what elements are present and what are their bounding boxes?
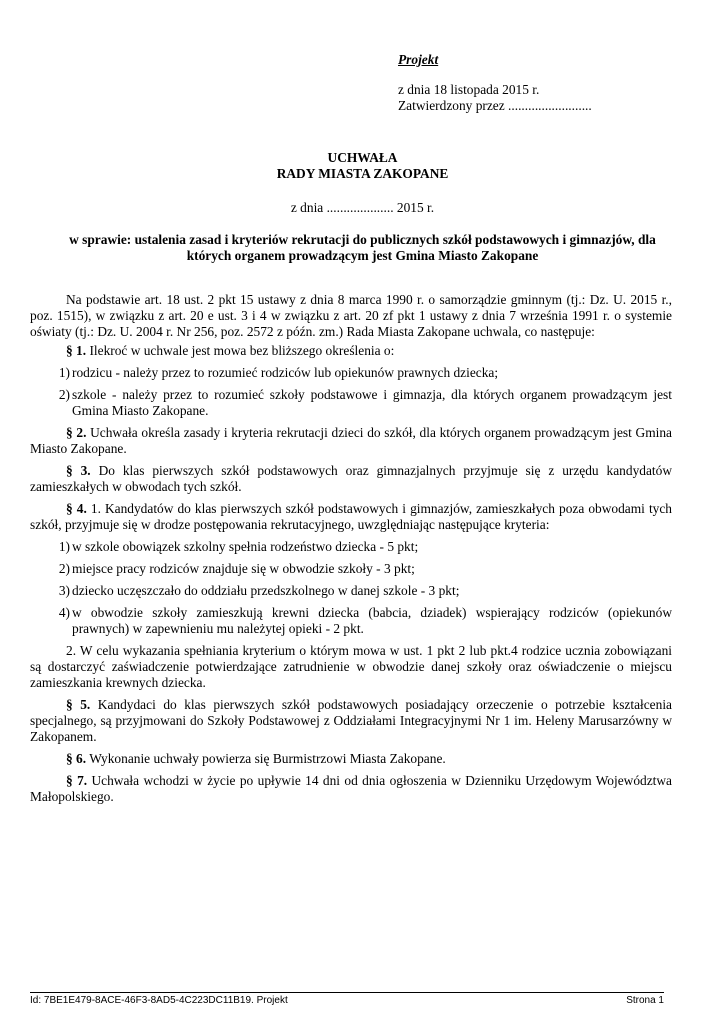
paragraph-5-mark: § 5. [66, 697, 91, 712]
paragraph-3-text: Do klas pierwszych szkół podstawowych oraz gimnazjalnych przyjmuje się z urzędu kandydatów zamieszkałych w obwodach tych szkół. [30, 463, 672, 494]
paragraph-1-text: Ilekroć w uchwale jest mowa bez bliższego określenia o: [86, 343, 395, 358]
document-id: Id: 7BE1E479-8ACE-46F3-8AD5-4C223DC11B19. Projekt [30, 995, 288, 1006]
paragraph-1-mark: § 1. [66, 343, 87, 358]
header-block [398, 52, 698, 114]
paragraph-5 [30, 697, 672, 745]
paragraph-7-mark: § 7. [66, 773, 88, 788]
paragraph-4-text: 1. Kandydatów do klas pierwszych szkół podstawowych i gimnazjów, zamieszkałych poza obwodami tych szkół, przyjmuje się w drodze postępowania rekrutacyjnego, uwzględniając następujące kryteria: [30, 501, 672, 532]
paragraph-2-mark: § 2. [66, 425, 87, 440]
paragraph-7 [30, 773, 672, 805]
list-item [30, 387, 672, 419]
paragraph-4-mark: § 4. [66, 501, 87, 516]
list-item [30, 539, 672, 555]
list-item-number: 1) [58, 539, 70, 554]
list-item-text: szkole - należy przez to rozumieć szkoły podstawowe i gimnazja, dla których organem prowadzącym jest Gmina Miasto Zakopane. [72, 387, 672, 418]
paragraph-6-mark: § 6. [66, 751, 87, 766]
list-item-number: 2) [58, 561, 70, 576]
list-item-number: 2) [58, 387, 70, 402]
title-line-2: RADY MIASTA ZAKOPANE [276, 166, 449, 181]
list-item-number: 1) [58, 365, 70, 380]
paragraph-1 [30, 343, 672, 359]
resolution-date: z dnia .................... 2015 r. [290, 200, 435, 215]
list-item-text: miejsce pracy rodziców znajduje się w obwodzie szkoły - 3 pkt; [72, 561, 415, 576]
list-item-text: rodzicu - należy przez to rozumieć rodziców lub opiekunów prawnych dziecka; [72, 365, 499, 380]
list-item-text: dziecko uczęszczało do oddziału przedszkolnego w danej szkole - 3 pkt; [72, 583, 460, 598]
list-item [30, 365, 672, 381]
page-number: Strona 1 [626, 995, 664, 1006]
list-item-number: 3) [58, 583, 70, 598]
title-line-1: UCHWAŁA [327, 150, 398, 165]
paragraph-4 [30, 501, 672, 533]
paragraph-4-point-2: 2. W celu wykazania spełniania kryterium o którym mowa w ust. 1 pkt 2 lub pkt.4 rodzice ucznia zobowiązani są dostarczyć zaświadczenie potwierdzające zatrudnienie w obwodzie danej szkoły oraz oświadczenie o miejscu zamieszkania krewnych dziecka. [30, 643, 672, 690]
paragraph-6-text: Wykonanie uchwały powierza się Burmistrzowi Miasta Zakopane. [86, 751, 446, 766]
resolution-title [30, 150, 695, 182]
draft-date: z dnia 18 listopada 2015 r. [398, 82, 540, 97]
resolution-subject: w sprawie: ustalenia zasad i kryteriów rekrutacji do publicznych szkół podstawowych i gimnazjów, dla których organem prowadzącym jest Gmina Miasto Zakopane [69, 232, 656, 263]
projekt-label: Projekt [398, 52, 439, 67]
list-item-number: 4) [58, 605, 70, 620]
list-item [30, 561, 672, 577]
paragraph-5-text: Kandydaci do klas pierwszych szkół podstawowych posiadający orzeczenie o potrzebie kształcenia specjalnego, są przyjmowani do Szkoły Podstawowej z Oddziałami Integracyjnymi Nr 1 im. Heleny Marusarzówny w Zakopanem. [30, 697, 672, 744]
page-footer [30, 992, 664, 1007]
list-item-text: w obwodzie szkoły zamieszkują krewni dziecka (babcia, dziadek) wspierający rodziców (opiekunów prawnych) w zapewnieniu mu należytej opieki - 2 pkt. [72, 605, 672, 636]
list-item-text: w szkole obowiązek szkolny spełnia rodzeństwo dziecka - 5 pkt; [72, 539, 419, 554]
preamble: Na podstawie art. 18 ust. 2 pkt 15 ustawy z dnia 8 marca 1990 r. o samorządzie gminnym (tj.: Dz. U. 2015 r., poz. 1515), w związku z art. 20 e ust. 3 i 4 w związku z art. 20 zf pkt 1 ustawy z dnia 7 września 1991 r. o systemie oświaty (tj.: Dz. U. 2004 r. Nr 256, poz. 2572 z późn. zm.) Rada Miasta Zakopane uchwala, co następuje: [30, 292, 672, 339]
paragraph-3-mark: § 3. [66, 463, 91, 478]
approved-by: Zatwierdzony przez ......................... [398, 98, 592, 113]
paragraph-2 [30, 425, 672, 457]
list-item [30, 583, 672, 599]
document-body [30, 292, 672, 811]
paragraph-7-text: Uchwała wchodzi w życie po upływie 14 dni od dnia ogłoszenia w Dzienniku Urzędowym Województwa Małopolskiego. [30, 773, 673, 804]
paragraph-2-text: Uchwała określa zasady i kryteria rekrutacji dzieci do szkół, dla których organem prowadzącym jest Gmina Miasto Zakopane. [30, 425, 672, 456]
paragraph-6 [30, 751, 672, 767]
list-item [30, 605, 672, 637]
paragraph-3 [30, 463, 672, 495]
